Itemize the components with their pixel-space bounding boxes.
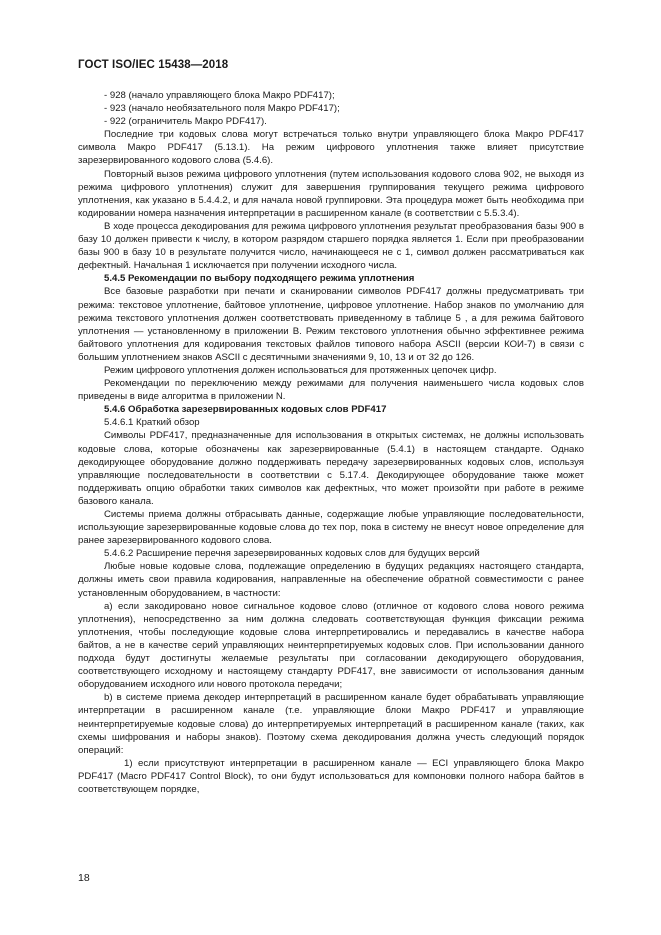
page-number: 18 [78,872,90,884]
subsection-heading: 5.4.6.1 Краткий обзор [104,417,200,429]
paragraph: а) если закодировано новое сигнальное кодовое слово (отличное от кодового слова нового режима уплотнения), непосредственно за ним должна следовать соответствующая функция фиксации режима уплотнения, чтобы последующие кодовые слова интерпретировались и передавались в качестве набора байтов, а не в качестве серий управляющих неинтерпретируемых кодовых слов. При использовании данного подхода будут достигнуты желаемые результаты при согласовании декодирующего оборудования, соответствующего исходному и настоящему стандарту PDF417, вне зависимости от использования данным оборудованием исходного или нового протокола передачи; [78,600,584,691]
paragraph: Повторный вызов режима цифрового уплотнения (путем использования кодового слова 902, не выходя из режима цифрового уплотнения) служит для завершения группирования текущего режима цифрового уплотнения, как указано в 5.4.4.2, и для начала новой группировки. Эта процедура может быть необходима при кодировании номера назначения интерпретации в расширенном канале (в соответствии с 5.5.3.4). [78,168,584,219]
paragraph: - 922 (ограничитель Макро PDF417). [104,116,267,128]
section-heading: 5.4.6 Обработка зарезервированных кодовых слов PDF417 [104,404,387,416]
paragraph: Любые новые кодовые слова, подлежащие определению в будущих редакциях настоящего стандарта, должны иметь свои правила кодирования, направленные на обеспечение обратной совместимости с ранее установленным оборудованием, в частности: [78,561,584,599]
paragraph: b) в системе приема декодер интерпретаций в расширенном канале будет обрабатывать управляющие интерпретации в расширенном канале (т.е. управляющие блоки Макро PDF417 и управляющие неинтерпретируемые кодовые слова) до интерпретируемых интерпретаций в расширенном канале (таких, как схемы шифрования и наборы знаков). Поэтому схема декодирования должна учесть следующий порядок операций: [78,692,584,756]
section-heading: 5.4.5 Рекомендации по выбору подходящего режима уплотнения [104,273,415,285]
document-header: ГОСТ ISO/IEC 15438—2018 [78,59,229,71]
paragraph: Системы приема должны отбрасывать данные, содержащие любые управляющие последовательности, использующие зарезервированные кодовые слова до тех пор, пока в систему не внесут новое определение для ранее зарезервированного кодового слова. [78,509,584,547]
paragraph: Последние три кодовых слова могут встречаться только внутри управляющего блока Макро PDF417 символа Макро PDF417 (5.13.1). На режим цифрового уплотнения также влияет присутствие зарезервированного кодового слова (5.4.6). [78,129,584,167]
paragraph: 1) если присутствуют интерпретации в расширенном канале — ECI управляющего блока Макро PDF417 (Macro PDF417 Control Block), то они будут использоваться для компоновки полного набора байтов в соответствующем порядке, [78,757,584,795]
paragraph: - 928 (начало управляющего блока Макро PDF417); [104,90,335,101]
paragraph: - 923 (начало необязательного поля Макро PDF417); [104,103,340,115]
subsection-heading: 5.4.6.2 Расширение перечня зарезервированных кодовых слов для будущих версий [104,548,480,560]
document-body [78,89,584,796]
paragraph: Все базовые разработки при печати и сканировании символов PDF417 должны предусматривать три режима: текстовое уплотнение, байтовое уплотнение, цифровое уплотнение. Набор знаков по умолчанию для режима текстового уплотнения должен соответствовать приведенному в таблице 5 , а для режима байтового уплотнения — установленному в приложении В. Режим текстового уплотнения обычно эффективнее режима байтового уплотнения для кодирования текстовых файлов типового набора ASCII (версии КОИ-7) в связи с большим уплотнением знаков ASCII с десятичными значениями 9, 10, 13 и от 32 до 126. [78,286,584,363]
paragraph: В ходе процесса декодирования для режима цифрового уплотнения результат преобразования базы 900 в базу 10 должен привести к числу, в котором разрядом старшего порядка является 1. Если при преобразовании базы 900 в базу 10 в результате получится число, начинающееся не с 1, символ должен рассматриваться как дефектный. Начальная 1 исключается при получении исходного числа. [78,220,584,272]
paragraph: Рекомендации по переключению между режимами для получения наименьшего числа кодовых слов приведены в виде алгоритма в приложении N. [78,378,584,403]
paragraph: Режим цифрового уплотнения должен использоваться для протяженных цепочек цифр. [104,364,497,376]
paragraph: Символы PDF417, предназначенные для использования в открытых системах, не должны использовать кодовые слова, которые обозначены как зарезервированные (5.4.1) в настоящем стандарте. Однако декодирующее оборудование должно поддерживать передачу зарезервированных кодовых слов, используя управляющие последовательности в соответствии с 5.17.4. Декодирующее оборудование также может поддерживать опцию обработки таких символов как дефектных, что может произойти при работе в режиме базового канала. [78,430,584,507]
